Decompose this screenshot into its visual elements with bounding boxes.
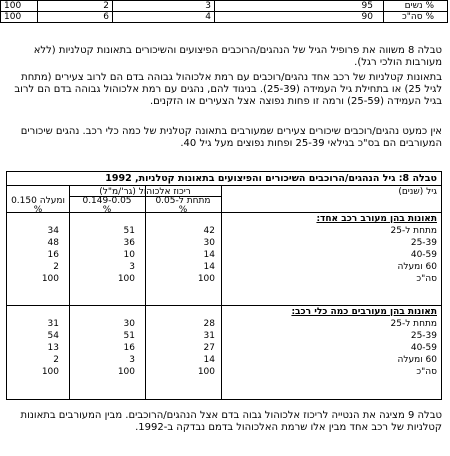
table-row: מתחת ל-25 31 30 28 bbox=[47, 319, 437, 329]
column-header: 0.149-0.05 % bbox=[82, 196, 132, 215]
table-row: 40-59 16 10 14 bbox=[47, 250, 437, 260]
table-row: מתחת ל-25 34 51 42 bbox=[47, 226, 437, 236]
row-label: סה"כ % bbox=[401, 12, 434, 22]
paragraph: טבלה 9 מציגה את הנטייה לריכוז אלכוהול גבוה בדם אצל הנהגים/הרוכבים. מבין המעורבים בתאונות קטלניות של רכב אחד מבין אלו שרמת האלכוהול בדמם נבדקה ב-1992. bbox=[20, 410, 442, 433]
table-header bbox=[7, 186, 441, 213]
table-row: 25-39 54 51 31 bbox=[47, 331, 437, 341]
table-row: סה"כ 100 100 100 bbox=[41, 367, 437, 377]
table-row bbox=[1, 12, 448, 23]
table-cell: 4 bbox=[113, 12, 215, 23]
table-row: 25-39 48 36 30 bbox=[47, 238, 437, 248]
paragraph: טבלה 8 משווה את פרופיל הגיל של הנהגים/הרוכבים הפיצועים והשיכורים בתאונות קטלניות (ללא מעורבות הולכי רגל). bbox=[33, 45, 442, 68]
table-cell: 95 bbox=[215, 1, 384, 12]
table-cell: 90 bbox=[215, 12, 384, 23]
table-title: טבלה 8: גיל הנהגים/הרוכבים השיכורים והפיצועים בתאונות קטלניות, 1992 bbox=[7, 172, 441, 186]
column-header: 0.150 ומעלה % bbox=[11, 196, 65, 215]
section-title: תאונות בהן מעורב רכב אחד: bbox=[316, 214, 437, 224]
table-cell: 100 bbox=[1, 1, 38, 12]
column-header: מתחת ל-0.05 % bbox=[155, 196, 211, 215]
section-multi-vehicle bbox=[7, 305, 441, 378]
table-row: 60 ומעלה 2 3 14 bbox=[53, 355, 437, 365]
table-cell: 2 bbox=[38, 1, 113, 12]
paragraph: בתאונות קטלניות של רכב אחד נהגים/רוכבים עם רמת אלכוהול גבוהה בדם הם לרוב צעירים (מתחת לגיל 25) או בתחילת גיל העמידה (25-39). בניגוד להם, נהגים עם רמת אלכוהול גבוהה בדם הם לרוב בגיל העמידה (25-59) ורמה זו פחות נפוצה אצל הצעירים או הזקנים. bbox=[14, 72, 442, 107]
section-title: תאונות בהן מעורבים כמה כלי רכב: bbox=[291, 307, 437, 317]
row-label: נשים % bbox=[404, 1, 434, 11]
paragraph: אין כמעט נהגים/רוכבים שיכורים צעירים שמעורבים בתאונה קטלנית של כמה כלי רכב. נהגים שיכורים המעורבים הם בס"כ בגילאי 25-39 ופחות נפוצים מעל גיל 40. bbox=[20, 126, 442, 149]
table-row: סה"כ 100 100 100 bbox=[41, 274, 437, 284]
table-cell: 100 bbox=[1, 12, 38, 23]
table-cell: 6 bbox=[38, 12, 113, 23]
table-cell: 3 bbox=[113, 1, 215, 12]
age-alcohol-table bbox=[6, 171, 442, 400]
table-row: 60 ומעלה 2 3 14 bbox=[53, 262, 437, 272]
table-row bbox=[1, 1, 448, 12]
top-partial-table bbox=[0, 0, 448, 23]
table-row: 40-59 13 16 27 bbox=[47, 343, 437, 353]
alcohol-group-header: ריכוז אלכוהול (גר'/מ"ל) bbox=[99, 187, 191, 197]
age-header: גיל (שנים) bbox=[398, 187, 437, 197]
section-single-vehicle bbox=[7, 213, 441, 285]
